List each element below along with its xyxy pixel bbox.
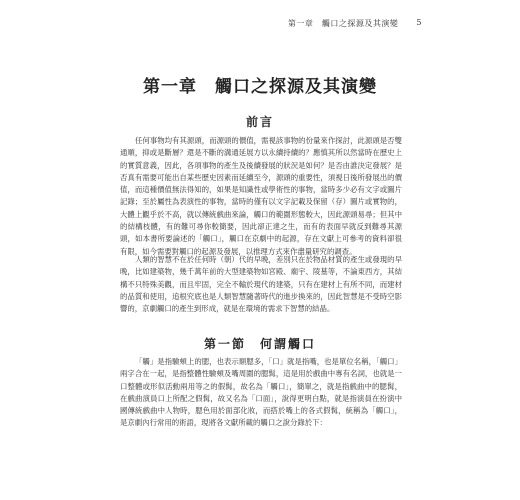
running-head-chapter: 第一章 觸口之探源及其演變 — [287, 19, 399, 28]
page-number: 5 — [416, 18, 422, 27]
chapter-title: 第一章 觸口之探源及其演變 — [143, 77, 377, 97]
preface-heading: 前言 — [245, 115, 274, 129]
preface-paragraph-1: 任何事物均有其源頭，而源頭的價值，需視該事物的份量來作探討，此源頭是否雙通順，抑或是斷層？還是不斷的溝通延展方以永續持續的？應慎其所以然當時在歷史上的實質意義，因此，各項事物的產生及後續發展的狀況是如何？是否由誰決定發展？是否真有需要可能出自某些歷史因素而延續至今，源頭的重要性，須視日後所發展出的價值，而這種價值無法得知的，如果是知識性或學術性的事物，當時多少必有文字或圖片記錄；至於屬性為表演性的事物，當時的僅有以文字記載及保留（存）圖片或實物的，大體上觀乎於不高，就以傳統戲曲來論，觸口的範圍形態較大，因此源頭易尋；但其中的結構枝體，有的難可尋你較簡要，因此卻正達之生，而有的表面早就反到難尋其源頭，如本書所要論述的「觸口」，觸口在京劇中的起源，存在文獻上可參考的資料卻很有限，如今需要對觸口的起源及發展，以推理方式來作盡量研究的調查。 — [120, 136, 402, 256]
section-one-paragraph-1: 「觸」是指驗頰上的腮，也表示額腮多，「口」就是指嘴，也是單位名稱，「觸口」兩字合在一起，是指整體性驗頰及嘴周圍的腮髯，這是用於戲曲中專有名詞，也就是一口整體或形似活動兩用等之的假髯，故名為「觸口」，簡單之，就是指戲曲中的腮髯，在戲曲演員口上所配之假髯，故又名為「口面」，說得更明白點，就是指演員在扮演中國傳統戲曲中人物時，腮色用於面部化妝，而搭於嘴上的各式假髯，統稱為「觸口」，是京劇內行常用的術語，現將各文獻所載的觸口之說分錄於下： — [120, 357, 402, 428]
running-head — [288, 18, 422, 29]
preface-paragraph-2: 人類的智慧不在於任何時（朝）代的早晚，差別只在於物品材質的產生或發現的早晚，比如建築物，幾千萬年前的大型建築物如宮殿、廟宇、陵墓等，不論東西方，其結構不只特殊美觀，而且牢固，完全不輸於現代的建築，只有在建材上有所不同，而建材的品質和使用，追根究底也是人類智慧隨著時代的進步換來的，因此智慧是不受時空影響的，京劇觸口的產生到形成，就是在環境的需求下智慧的結晶。 — [120, 255, 402, 314]
section-one-heading: 第一節 何謂觸口 — [203, 337, 316, 351]
